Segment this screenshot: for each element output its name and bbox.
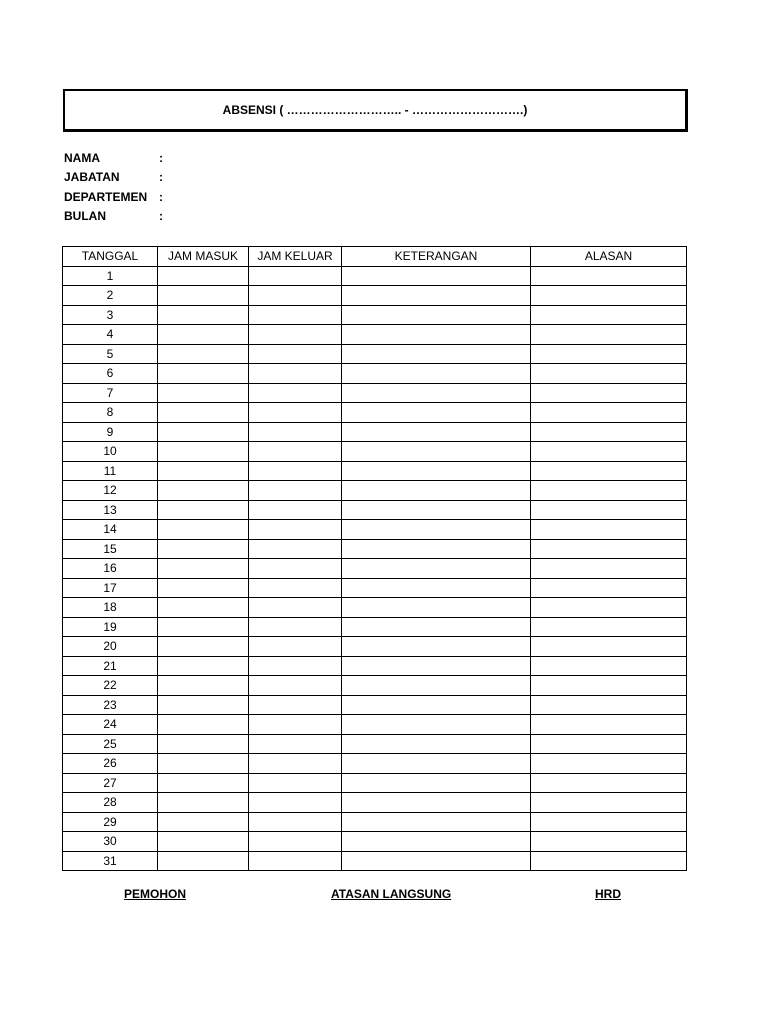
document-title-box xyxy=(63,89,688,132)
keterangan-cell[interactable] xyxy=(342,695,531,715)
alasan-cell[interactable] xyxy=(531,676,687,696)
attendance-table xyxy=(62,246,687,871)
table-row xyxy=(63,715,687,735)
alasan-cell[interactable] xyxy=(531,422,687,442)
alasan-cell[interactable] xyxy=(531,559,687,579)
employee-info xyxy=(64,148,169,226)
date-cell: 16 xyxy=(63,559,158,579)
jam-keluar-cell[interactable] xyxy=(249,793,342,813)
alasan-cell[interactable] xyxy=(531,851,687,871)
date-cell: 2 xyxy=(63,286,158,306)
table-row xyxy=(63,344,687,364)
jam-masuk-cell[interactable] xyxy=(158,481,249,501)
jam-keluar-cell[interactable] xyxy=(249,832,342,852)
jam-masuk-cell[interactable] xyxy=(158,715,249,735)
jam-keluar-cell[interactable] xyxy=(249,286,342,306)
jam-masuk-cell[interactable] xyxy=(158,500,249,520)
keterangan-cell[interactable] xyxy=(342,344,531,364)
jam-masuk-cell[interactable] xyxy=(158,344,249,364)
keterangan-cell[interactable] xyxy=(342,578,531,598)
keterangan-cell[interactable] xyxy=(342,520,531,540)
table-row xyxy=(63,266,687,286)
date-cell: 7 xyxy=(63,383,158,403)
alasan-cell[interactable] xyxy=(531,598,687,618)
keterangan-cell[interactable] xyxy=(342,422,531,442)
date-cell: 26 xyxy=(63,754,158,774)
date-cell: 22 xyxy=(63,676,158,696)
table-row xyxy=(63,695,687,715)
jam-keluar-cell[interactable] xyxy=(249,539,342,559)
jam-keluar-cell[interactable] xyxy=(249,773,342,793)
alasan-cell[interactable] xyxy=(531,305,687,325)
table-row xyxy=(63,364,687,384)
alasan-cell[interactable] xyxy=(531,461,687,481)
info-label: NAMA xyxy=(64,150,100,165)
signature-hrd: HRD xyxy=(595,887,621,901)
info-colon: : xyxy=(159,209,163,224)
jam-masuk-cell[interactable] xyxy=(158,266,249,286)
jam-keluar-cell[interactable] xyxy=(249,344,342,364)
jam-masuk-cell[interactable] xyxy=(158,520,249,540)
date-cell: 18 xyxy=(63,598,158,618)
table-row xyxy=(63,500,687,520)
date-cell: 1 xyxy=(63,266,158,286)
alasan-cell[interactable] xyxy=(531,539,687,559)
keterangan-cell[interactable] xyxy=(342,656,531,676)
jam-masuk-cell[interactable] xyxy=(158,286,249,306)
table-row xyxy=(63,559,687,579)
date-cell: 13 xyxy=(63,500,158,520)
keterangan-cell[interactable] xyxy=(342,539,531,559)
info-label: BULAN xyxy=(64,209,106,224)
jam-keluar-cell[interactable] xyxy=(249,734,342,754)
alasan-cell[interactable] xyxy=(531,715,687,735)
alasan-cell[interactable] xyxy=(531,656,687,676)
keterangan-cell[interactable] xyxy=(342,481,531,501)
jam-keluar-cell[interactable] xyxy=(249,403,342,423)
date-cell: 8 xyxy=(63,403,158,423)
alasan-cell[interactable] xyxy=(531,793,687,813)
table-row xyxy=(63,539,687,559)
keterangan-cell[interactable] xyxy=(342,676,531,696)
date-cell: 3 xyxy=(63,305,158,325)
alasan-cell[interactable] xyxy=(531,403,687,423)
alasan-cell[interactable] xyxy=(531,520,687,540)
alasan-cell[interactable] xyxy=(531,442,687,462)
jam-keluar-cell[interactable] xyxy=(249,305,342,325)
table-row xyxy=(63,422,687,442)
attendance-rows xyxy=(63,266,687,871)
document-title: ABSENSI ( ……………………….. - ……………………….) xyxy=(222,103,528,117)
table-row xyxy=(63,656,687,676)
jam-masuk-cell[interactable] xyxy=(158,305,249,325)
jam-masuk-cell[interactable] xyxy=(158,812,249,832)
jam-keluar-cell[interactable] xyxy=(249,520,342,540)
jam-keluar-cell[interactable] xyxy=(249,364,342,384)
date-cell: 10 xyxy=(63,442,158,462)
date-cell: 27 xyxy=(63,773,158,793)
table-row xyxy=(63,598,687,618)
alasan-cell[interactable] xyxy=(531,773,687,793)
keterangan-cell[interactable] xyxy=(342,851,531,871)
date-cell: 31 xyxy=(63,851,158,871)
alasan-cell[interactable] xyxy=(531,383,687,403)
date-cell: 24 xyxy=(63,715,158,735)
keterangan-cell[interactable] xyxy=(342,715,531,735)
date-cell: 12 xyxy=(63,481,158,501)
alasan-cell[interactable] xyxy=(531,754,687,774)
date-cell: 4 xyxy=(63,325,158,345)
table-row xyxy=(63,286,687,306)
keterangan-cell[interactable] xyxy=(342,442,531,462)
jam-keluar-cell[interactable] xyxy=(249,676,342,696)
date-cell: 17 xyxy=(63,578,158,598)
date-cell: 21 xyxy=(63,656,158,676)
jam-keluar-cell[interactable] xyxy=(249,598,342,618)
keterangan-cell[interactable] xyxy=(342,793,531,813)
jam-masuk-cell[interactable] xyxy=(158,461,249,481)
alasan-cell[interactable] xyxy=(531,812,687,832)
info-row-departemen xyxy=(64,187,169,207)
date-cell: 28 xyxy=(63,793,158,813)
date-cell: 19 xyxy=(63,617,158,637)
table-header-row xyxy=(63,247,687,267)
date-cell: 15 xyxy=(63,539,158,559)
table-row xyxy=(63,442,687,462)
alasan-cell[interactable] xyxy=(531,832,687,852)
info-row-bulan xyxy=(64,207,169,227)
keterangan-cell[interactable] xyxy=(342,305,531,325)
info-label: DEPARTEMEN xyxy=(64,189,148,204)
jam-keluar-cell[interactable] xyxy=(249,442,342,462)
jam-masuk-cell[interactable] xyxy=(158,637,249,657)
keterangan-cell[interactable] xyxy=(342,325,531,345)
date-cell: 9 xyxy=(63,422,158,442)
col-header-jam-masuk: JAM MASUK xyxy=(158,247,249,267)
keterangan-cell[interactable] xyxy=(342,461,531,481)
keterangan-cell[interactable] xyxy=(342,637,531,657)
table-row xyxy=(63,832,687,852)
jam-keluar-cell[interactable] xyxy=(249,481,342,501)
jam-keluar-cell[interactable] xyxy=(249,637,342,657)
jam-masuk-cell[interactable] xyxy=(158,364,249,384)
jam-masuk-cell[interactable] xyxy=(158,383,249,403)
info-row-nama xyxy=(64,148,169,168)
info-colon: : xyxy=(159,150,163,165)
alasan-cell[interactable] xyxy=(531,734,687,754)
keterangan-cell[interactable] xyxy=(342,598,531,618)
table-row xyxy=(63,793,687,813)
jam-masuk-cell[interactable] xyxy=(158,676,249,696)
table-row xyxy=(63,851,687,871)
jam-keluar-cell[interactable] xyxy=(249,656,342,676)
jam-masuk-cell[interactable] xyxy=(158,539,249,559)
alasan-cell[interactable] xyxy=(531,364,687,384)
jam-keluar-cell[interactable] xyxy=(249,812,342,832)
jam-keluar-cell[interactable] xyxy=(249,266,342,286)
jam-masuk-cell[interactable] xyxy=(158,403,249,423)
jam-keluar-cell[interactable] xyxy=(249,715,342,735)
col-header-alasan: ALASAN xyxy=(531,247,687,267)
alasan-cell[interactable] xyxy=(531,481,687,501)
jam-keluar-cell[interactable] xyxy=(249,383,342,403)
keterangan-cell[interactable] xyxy=(342,559,531,579)
keterangan-cell[interactable] xyxy=(342,383,531,403)
table-row xyxy=(63,578,687,598)
jam-keluar-cell[interactable] xyxy=(249,754,342,774)
keterangan-cell[interactable] xyxy=(342,500,531,520)
jam-masuk-cell[interactable] xyxy=(158,598,249,618)
jam-keluar-cell[interactable] xyxy=(249,559,342,579)
keterangan-cell[interactable] xyxy=(342,734,531,754)
jam-masuk-cell[interactable] xyxy=(158,773,249,793)
alasan-cell[interactable] xyxy=(531,637,687,657)
jam-keluar-cell[interactable] xyxy=(249,617,342,637)
jam-masuk-cell[interactable] xyxy=(158,734,249,754)
table-row xyxy=(63,383,687,403)
alasan-cell[interactable] xyxy=(531,617,687,637)
keterangan-cell[interactable] xyxy=(342,617,531,637)
alasan-cell[interactable] xyxy=(531,325,687,345)
keterangan-cell[interactable] xyxy=(342,754,531,774)
table-row xyxy=(63,617,687,637)
table-row xyxy=(63,325,687,345)
keterangan-cell[interactable] xyxy=(342,266,531,286)
alasan-cell[interactable] xyxy=(531,344,687,364)
info-colon: : xyxy=(159,170,163,185)
table-row xyxy=(63,520,687,540)
keterangan-cell[interactable] xyxy=(342,403,531,423)
jam-keluar-cell[interactable] xyxy=(249,578,342,598)
table-row xyxy=(63,403,687,423)
jam-masuk-cell[interactable] xyxy=(158,325,249,345)
alasan-cell[interactable] xyxy=(531,266,687,286)
col-header-tanggal: TANGGAL xyxy=(63,247,158,267)
alasan-cell[interactable] xyxy=(531,500,687,520)
date-cell: 29 xyxy=(63,812,158,832)
date-cell: 14 xyxy=(63,520,158,540)
jam-masuk-cell[interactable] xyxy=(158,422,249,442)
table-row xyxy=(63,773,687,793)
jam-masuk-cell[interactable] xyxy=(158,656,249,676)
date-cell: 23 xyxy=(63,695,158,715)
keterangan-cell[interactable] xyxy=(342,773,531,793)
keterangan-cell[interactable] xyxy=(342,286,531,306)
date-cell: 11 xyxy=(63,461,158,481)
jam-keluar-cell[interactable] xyxy=(249,500,342,520)
jam-masuk-cell[interactable] xyxy=(158,851,249,871)
alasan-cell[interactable] xyxy=(531,286,687,306)
jam-keluar-cell[interactable] xyxy=(249,695,342,715)
info-colon: : xyxy=(159,189,163,204)
table-row xyxy=(63,812,687,832)
jam-masuk-cell[interactable] xyxy=(158,578,249,598)
alasan-cell[interactable] xyxy=(531,578,687,598)
signature-atasan-langsung: ATASAN LANGSUNG xyxy=(331,887,452,901)
jam-masuk-cell[interactable] xyxy=(158,617,249,637)
jam-keluar-cell[interactable] xyxy=(249,851,342,871)
date-cell: 30 xyxy=(63,832,158,852)
col-header-keterangan: KETERANGAN xyxy=(342,247,531,267)
info-label: JABATAN xyxy=(64,170,120,185)
signature-pemohon: PEMOHON xyxy=(124,887,187,901)
jam-keluar-cell[interactable] xyxy=(249,325,342,345)
table-row xyxy=(63,461,687,481)
alasan-cell[interactable] xyxy=(531,695,687,715)
col-header-jam-keluar: JAM KELUAR xyxy=(249,247,342,267)
jam-masuk-cell[interactable] xyxy=(158,754,249,774)
jam-masuk-cell[interactable] xyxy=(158,793,249,813)
keterangan-cell[interactable] xyxy=(342,364,531,384)
date-cell: 6 xyxy=(63,364,158,384)
date-cell: 25 xyxy=(63,734,158,754)
jam-masuk-cell[interactable] xyxy=(158,832,249,852)
table-row xyxy=(63,734,687,754)
table-row xyxy=(63,305,687,325)
info-row-jabatan xyxy=(64,168,169,188)
table-row xyxy=(63,676,687,696)
table-row xyxy=(63,754,687,774)
jam-keluar-cell[interactable] xyxy=(249,422,342,442)
keterangan-cell[interactable] xyxy=(342,832,531,852)
date-cell: 5 xyxy=(63,344,158,364)
jam-keluar-cell[interactable] xyxy=(249,461,342,481)
table-row xyxy=(63,481,687,501)
jam-masuk-cell[interactable] xyxy=(158,559,249,579)
date-cell: 20 xyxy=(63,637,158,657)
jam-masuk-cell[interactable] xyxy=(158,695,249,715)
jam-masuk-cell[interactable] xyxy=(158,442,249,462)
keterangan-cell[interactable] xyxy=(342,812,531,832)
table-row xyxy=(63,637,687,657)
